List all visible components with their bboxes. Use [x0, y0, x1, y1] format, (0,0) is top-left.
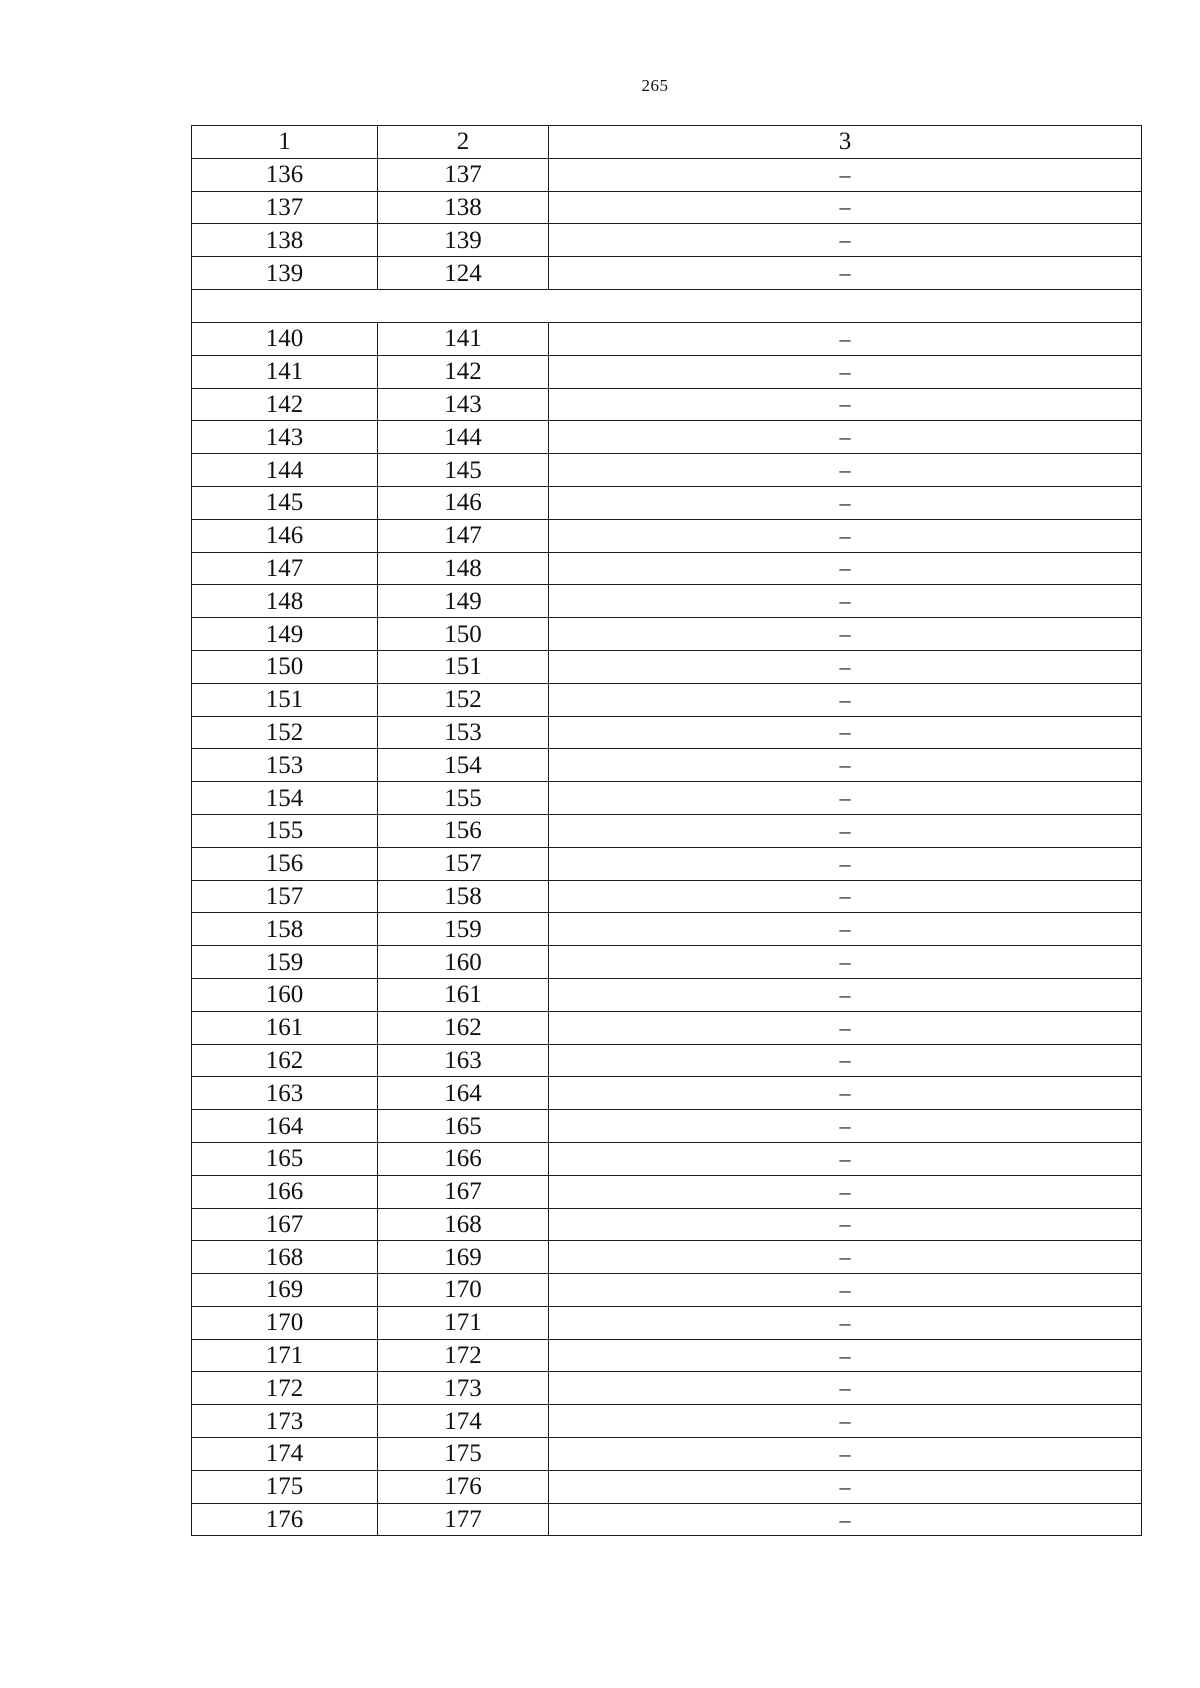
cell-col2: 168 [378, 1208, 549, 1241]
cell-col2: 148 [378, 552, 549, 585]
cell-col3: – [549, 1503, 1142, 1536]
table-row [192, 519, 1142, 552]
cell-col1: 159 [192, 946, 378, 979]
cell-col1: 169 [192, 1274, 378, 1307]
table-row [192, 814, 1142, 847]
cell-col1: 174 [192, 1438, 378, 1471]
cell-col1: 148 [192, 585, 378, 618]
table-row [192, 1372, 1142, 1405]
table-row [192, 322, 1142, 355]
cell-col2: 151 [378, 650, 549, 683]
cell-col2: 145 [378, 454, 549, 487]
cell-col3: – [549, 1241, 1142, 1274]
cell-col2: 165 [378, 1110, 549, 1143]
cell-col1: 144 [192, 454, 378, 487]
cell-col3: – [549, 749, 1142, 782]
cell-col3: – [549, 946, 1142, 979]
cell-col3: – [549, 978, 1142, 1011]
cell-col1: 145 [192, 486, 378, 519]
cell-col3: – [549, 1077, 1142, 1110]
cell-col2: 141 [378, 322, 549, 355]
cell-col1: 157 [192, 880, 378, 913]
table-row [192, 1503, 1142, 1536]
table-separator-row [192, 289, 1142, 322]
table-row [192, 749, 1142, 782]
cell-col2: 172 [378, 1339, 549, 1372]
cell-col1: 163 [192, 1077, 378, 1110]
cell-col1: 149 [192, 618, 378, 651]
table-row [192, 1077, 1142, 1110]
cell-col1: 147 [192, 552, 378, 585]
table-row [192, 191, 1142, 224]
cell-col3: – [549, 158, 1142, 191]
cell-col1: 166 [192, 1175, 378, 1208]
cell-col1: 162 [192, 1044, 378, 1077]
cell-col2: 161 [378, 978, 549, 1011]
table-row [192, 585, 1142, 618]
table-row [192, 913, 1142, 946]
table-row [192, 1405, 1142, 1438]
cell-col3: – [549, 847, 1142, 880]
cell-col2: 160 [378, 946, 549, 979]
cell-col3: – [549, 913, 1142, 946]
cell-col2: 143 [378, 388, 549, 421]
cell-col1: 176 [192, 1503, 378, 1536]
cell-col2: 176 [378, 1470, 549, 1503]
cell-col2: 147 [378, 519, 549, 552]
table-row [192, 158, 1142, 191]
cell-col3: – [549, 552, 1142, 585]
cell-col3: – [549, 486, 1142, 519]
cell-col2: 159 [378, 913, 549, 946]
cell-col3: – [549, 1339, 1142, 1372]
table-row [192, 552, 1142, 585]
cell-col2: 157 [378, 847, 549, 880]
cell-col2: 166 [378, 1142, 549, 1175]
cell-col2: 156 [378, 814, 549, 847]
cell-col1: 139 [192, 257, 378, 290]
cell-col3: – [549, 1044, 1142, 1077]
table-row [192, 1241, 1142, 1274]
cell-col2: 139 [378, 224, 549, 257]
cell-col2: 162 [378, 1011, 549, 1044]
data-table [191, 125, 1142, 1536]
table-row [192, 847, 1142, 880]
cell-col2: 174 [378, 1405, 549, 1438]
cell-col3: – [549, 814, 1142, 847]
cell-col3: – [549, 683, 1142, 716]
cell-col2: 137 [378, 158, 549, 191]
cell-col3: – [549, 388, 1142, 421]
cell-col3: – [549, 1274, 1142, 1307]
table-row [192, 1208, 1142, 1241]
table-row [192, 880, 1142, 913]
cell-col2: 142 [378, 355, 549, 388]
page-number: 265 [641, 76, 669, 95]
cell-col3: – [549, 585, 1142, 618]
cell-col3: – [549, 191, 1142, 224]
cell-col3: – [549, 618, 1142, 651]
cell-col1: 170 [192, 1306, 378, 1339]
cell-col1: 173 [192, 1405, 378, 1438]
cell-col1: 141 [192, 355, 378, 388]
cell-col1: 146 [192, 519, 378, 552]
cell-col2: 146 [378, 486, 549, 519]
cell-col2: 170 [378, 1274, 549, 1307]
table-row [192, 716, 1142, 749]
cell-col3: – [549, 1142, 1142, 1175]
cell-col3: – [549, 1438, 1142, 1471]
cell-col2: 149 [378, 585, 549, 618]
cell-col1: 160 [192, 978, 378, 1011]
cell-col2: 154 [378, 749, 549, 782]
table-row [192, 1438, 1142, 1471]
cell-col2: 138 [378, 191, 549, 224]
cell-col3: – [549, 519, 1142, 552]
cell-col3: – [549, 1372, 1142, 1405]
cell-col1: 172 [192, 1372, 378, 1405]
cell-col1: 136 [192, 158, 378, 191]
cell-col1: 140 [192, 322, 378, 355]
cell-col3: – [549, 1405, 1142, 1438]
table-row [192, 683, 1142, 716]
table-row [192, 224, 1142, 257]
table-row [192, 1274, 1142, 1307]
cell-col1: 164 [192, 1110, 378, 1143]
cell-col1: 167 [192, 1208, 378, 1241]
table-row [192, 355, 1142, 388]
cell-col3: – [549, 224, 1142, 257]
column-header-3: 3 [549, 126, 1142, 159]
table-row [192, 1339, 1142, 1372]
table-header-row [192, 126, 1142, 159]
cell-col3: – [549, 322, 1142, 355]
cell-col1: 153 [192, 749, 378, 782]
table-row [192, 421, 1142, 454]
cell-col1: 152 [192, 716, 378, 749]
cell-col2: 164 [378, 1077, 549, 1110]
cell-col1: 168 [192, 1241, 378, 1274]
cell-col2: 169 [378, 1241, 549, 1274]
cell-col3: – [549, 1011, 1142, 1044]
cell-col2: 175 [378, 1438, 549, 1471]
cell-col1: 165 [192, 1142, 378, 1175]
cell-col1: 150 [192, 650, 378, 683]
cell-col1: 175 [192, 1470, 378, 1503]
table-row [192, 1306, 1142, 1339]
table-row [192, 1011, 1142, 1044]
cell-col1: 154 [192, 782, 378, 815]
cell-col3: – [549, 650, 1142, 683]
cell-col2: 167 [378, 1175, 549, 1208]
cell-col2: 153 [378, 716, 549, 749]
separator-cell [192, 289, 1142, 322]
table-row [192, 946, 1142, 979]
cell-col1: 156 [192, 847, 378, 880]
cell-col3: – [549, 880, 1142, 913]
table-row [192, 782, 1142, 815]
cell-col2: 173 [378, 1372, 549, 1405]
cell-col1: 171 [192, 1339, 378, 1372]
column-header-2: 2 [378, 126, 549, 159]
table-row [192, 486, 1142, 519]
cell-col1: 155 [192, 814, 378, 847]
cell-col3: – [549, 355, 1142, 388]
table-body [192, 126, 1142, 1536]
cell-col3: – [549, 454, 1142, 487]
table-row [192, 454, 1142, 487]
cell-col3: – [549, 421, 1142, 454]
cell-col1: 142 [192, 388, 378, 421]
cell-col2: 163 [378, 1044, 549, 1077]
cell-col1: 161 [192, 1011, 378, 1044]
table-row [192, 1142, 1142, 1175]
table-row [192, 388, 1142, 421]
cell-col1: 138 [192, 224, 378, 257]
table-row [192, 1110, 1142, 1143]
cell-col3: – [549, 1110, 1142, 1143]
cell-col2: 171 [378, 1306, 549, 1339]
cell-col1: 143 [192, 421, 378, 454]
cell-col2: 124 [378, 257, 549, 290]
cell-col3: – [549, 1470, 1142, 1503]
cell-col3: – [549, 257, 1142, 290]
cell-col3: – [549, 1306, 1142, 1339]
cell-col2: 152 [378, 683, 549, 716]
cell-col1: 151 [192, 683, 378, 716]
cell-col2: 150 [378, 618, 549, 651]
cell-col3: – [549, 782, 1142, 815]
cell-col1: 158 [192, 913, 378, 946]
table-row [192, 618, 1142, 651]
table-row [192, 1175, 1142, 1208]
cell-col3: – [549, 1175, 1142, 1208]
cell-col2: 177 [378, 1503, 549, 1536]
cell-col2: 155 [378, 782, 549, 815]
table-row [192, 978, 1142, 1011]
cell-col3: – [549, 1208, 1142, 1241]
table-row [192, 1044, 1142, 1077]
table-row [192, 1470, 1142, 1503]
cell-col2: 158 [378, 880, 549, 913]
table-row [192, 257, 1142, 290]
cell-col2: 144 [378, 421, 549, 454]
column-header-1: 1 [192, 126, 378, 159]
cell-col3: – [549, 716, 1142, 749]
cell-col1: 137 [192, 191, 378, 224]
table-row [192, 650, 1142, 683]
